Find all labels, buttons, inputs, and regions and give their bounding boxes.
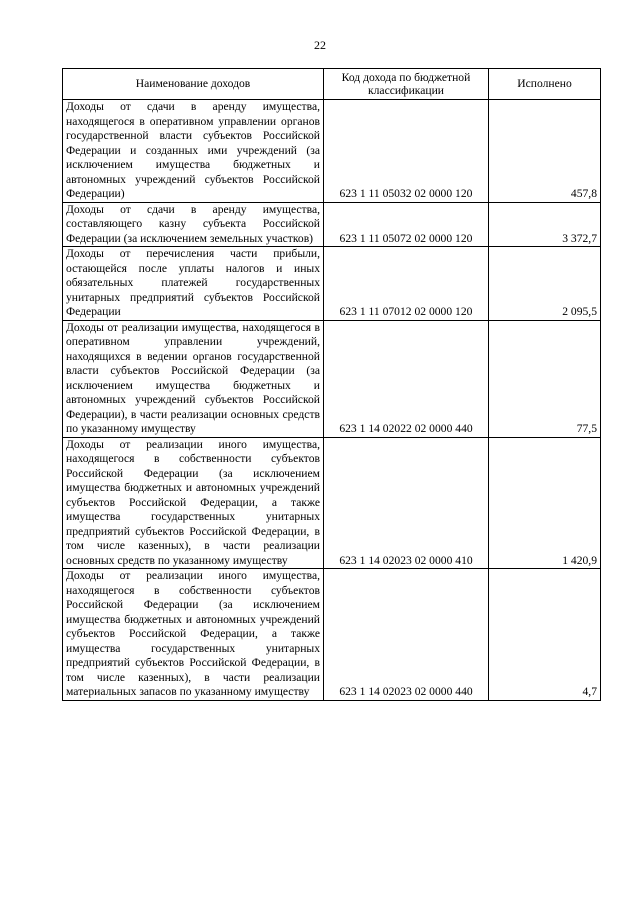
executed-amount: 1 420,9 (489, 437, 601, 569)
income-name: Доходы от реализации иного имущества, находящегося в собственности субъектов Российской Федерации (за исключением имущества бюджетных и автономных учреждений субъектов Российской Федерации, а также имущества государственных унитарных предприятий субъектов Российской Федерации, в том числе казенных), в части реализации материальных запасов по указанному имуществу (63, 569, 324, 701)
income-name: Доходы от реализации иного имущества, находящегося в собственности субъектов Российской Федерации (за исключением имущества бюджетных и автономных учреждений субъектов Российской Федерации, а также имущества государственных унитарных предприятий субъектов Российской Федерации, в том числе казенных), в части реализации основных средств по указанному имуществу (63, 437, 324, 569)
income-name: Доходы от сдачи в аренду имущества, находящегося в оперативном управлении органов государственной власти субъектов Российской Федерации и созданных ими учреждений (за исключением имущества бюджетных и автономных учреждений субъектов Российской Федерации) (63, 100, 324, 203)
table-header (63, 69, 601, 100)
income-name: Доходы от реализации имущества, находящегося в оперативном управлении учреждений, находящихся в ведении органов государственной власти субъектов Российской Федерации (за исключением имущества бюджетных и автономных учреждений субъектов Российской Федерации), в части реализации основных средств по указанному имуществу (63, 320, 324, 437)
header-executed: Исполнено (489, 69, 601, 100)
income-name: Доходы от перечисления части прибыли, остающейся после уплаты налогов и иных обязательных платежей государственных унитарных предприятий субъектов Российской Федерации (63, 247, 324, 321)
header-row (63, 69, 601, 100)
table-row (63, 437, 601, 569)
budget-code: 623 1 14 02022 02 0000 440 (324, 320, 489, 437)
income-name: Доходы от сдачи в аренду имущества, составляющего казну субъекта Российской Федерации (за исключением земельных участков) (63, 202, 324, 247)
budget-code: 623 1 14 02023 02 0000 410 (324, 437, 489, 569)
executed-amount: 3 372,7 (489, 202, 601, 247)
header-budget-code: Код дохода по бюджетной классификации (324, 69, 489, 100)
page-number: 22 (314, 38, 326, 52)
budget-code: 623 1 11 05032 02 0000 120 (324, 100, 489, 203)
executed-amount: 2 095,5 (489, 247, 601, 321)
budget-code: 623 1 11 05072 02 0000 120 (324, 202, 489, 247)
table-row (63, 100, 601, 203)
header-income-name: Наименование доходов (63, 69, 324, 100)
table-row (63, 202, 601, 247)
table-row (63, 569, 601, 701)
table-body (63, 100, 601, 701)
executed-amount: 457,8 (489, 100, 601, 203)
table-row (63, 247, 601, 321)
executed-amount: 4,7 (489, 569, 601, 701)
budget-code: 623 1 14 02023 02 0000 440 (324, 569, 489, 701)
table-row (63, 320, 601, 437)
executed-amount: 77,5 (489, 320, 601, 437)
income-table (62, 68, 601, 701)
budget-code: 623 1 11 07012 02 0000 120 (324, 247, 489, 321)
